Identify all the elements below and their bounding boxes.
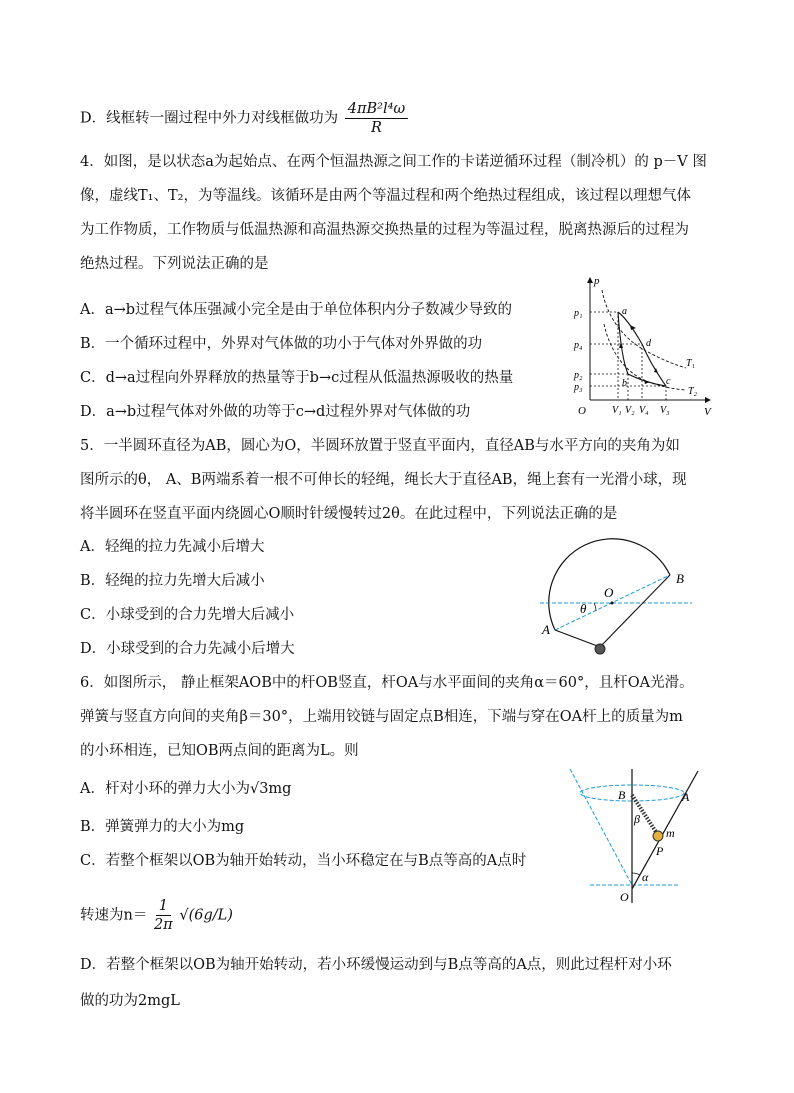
v4-label: V₄ [639,405,649,416]
p1-label: p₁ [574,308,583,319]
semicircle-diagram [530,535,710,660]
q4-stem-line4: 绝热过程。下列说法正确的是 [80,256,269,272]
pv-diagram [568,272,718,420]
q5-option-d: D．小球受到的合力先减小后增大 [80,641,295,657]
q4-option-a: A．a→b过程气体压强减小完全是由于单位体积内分子数减少导致的 [80,302,513,318]
q4-stem-line3: 为工作物质，工作物质与低温热源和高温热源交换热量的过程为等温过程，脱离热源后的过程为 [80,222,689,238]
label-b: B [618,788,626,802]
q6-stem-line3: 的小环相连，已知OB两点间的距离为L。则 [80,743,359,759]
isotherm-t1 [602,290,686,368]
label-a: A [542,622,550,637]
point-b-label: b [622,378,627,389]
small-ring [653,831,663,841]
isotherm-t2 [604,324,686,390]
label-alpha: α [642,870,649,884]
frame-diagram [560,765,720,910]
p2-label: p₂ [574,370,583,381]
label-b: B [676,571,684,586]
cone-left [570,769,632,885]
q5-option-c: C．小球受到的合力先增大后减小 [80,607,295,623]
q6-stem-line1: 6．如图所示， 静止框架AOB中的杆OB竖直，杆OA与水平面间的夹角α＝60°，且杆OA光滑。 [80,675,694,691]
q6-option-c: C．若整个框架以OB为轴开始转动，当小环稳定在与B点等高的A点时 [80,853,527,869]
q6-option-a: A．杆对小环的弹力大小为√3mg [80,781,292,797]
q4-stem-line1: 4．如图，是以状态a为起始点、在两个恒温热源之间工作的卡诺逆循环过程（制冷机）的 p－V 图 [80,154,707,170]
q5-option-b: B．轻绳的拉力先增大后减小 [80,573,265,589]
q3-d-fraction: $\frac{\text{4πB²l⁴ω}}{R}$ [345,100,409,137]
q6-option-d: D．若整个框架以OB为轴开始转动，若小环缓慢运动到与B点等高的A点，则此过程杆对小环 [80,957,672,973]
q6-c-fraction: $\frac{1}{2\pi}$ [153,898,173,933]
p3-label: p₃ [574,382,583,393]
v2-label: V₂ [625,405,635,416]
v1-label: V₁ [612,405,622,416]
point-c-label: c [666,376,671,387]
q4-stem-line2: 像，虚线T₁、T₂，为等温线。该循环是由两个等温过程和两个绝热过程组成，该过程以理想气体 [80,188,691,204]
q5-option-a: A．轻绳的拉力先减小后增大 [80,539,265,555]
label-m: m [666,826,675,840]
q5-stem-line3: 将半圆环在竖直平面内绕圆心O顺时针缓慢转过2θ。在此过程中，下列说法正确的是 [80,506,618,522]
axis-v-label: V [704,406,711,418]
label-beta: β [634,812,640,826]
t1-label: T₁ [686,358,696,369]
q6-option-c-cont: 转速为n＝ $\frac{1}{2\pi}$ √(6g/L) [80,898,233,933]
q4-option-b: B．一个循环过程中，外界对气体做的功小于气体对外界做的功 [80,336,483,352]
q5-stem-line1: 5．一半圆环直径为AB，圆心为O，半圆环放置于竖直平面内，直径AB与水平方向的夹角为如 [80,438,680,454]
q6-c-root: √(6g/L) [179,907,233,924]
process-b-c [628,374,666,386]
center-point [611,602,614,605]
label-o: O [620,890,629,904]
q5-stem-line2: 图所示的θ， A、B两端系着一根不可伸长的轻绳，绳长大于直径AB，绳上套有一光滑小球，现 [80,472,687,488]
axis-p-label: p [594,275,600,287]
q3-option-d: D．线框转一圈过程中外力对线框做功为 $\frac{\text{4πB²l⁴ω}}{R}$ [80,100,410,137]
q6-option-b: B．弹簧弹力的大小为mg [80,819,245,835]
t2-label: T₂ [688,386,698,397]
p4-label: p₄ [574,340,583,351]
v3-label: V₃ [660,405,670,416]
q4-option-d: D．a→b过程气体对外做的功等于c→d过程外界对气体做的功 [80,404,471,420]
label-o: O [604,585,614,600]
label-p: P [656,844,664,858]
point-d-label: d [646,338,651,349]
rope-a [555,630,600,647]
label-a: A [682,790,690,804]
q4-option-c: C．d→a过程向外界释放的热量等于b→c过程从低温热源吸收的热量 [80,370,514,386]
origin-label: O [578,405,586,417]
label-theta: θ [580,601,587,616]
small-ball [595,644,605,654]
point-a-label: a [622,306,627,317]
q6-stem-line2: 弹簧与竖直方向间的夹角β＝30°，上端用铰链与固定点B相连，下端与穿在OA杆上的质量为m [80,709,683,725]
q6-option-d-cont: 做的功为2mgL [80,993,180,1009]
